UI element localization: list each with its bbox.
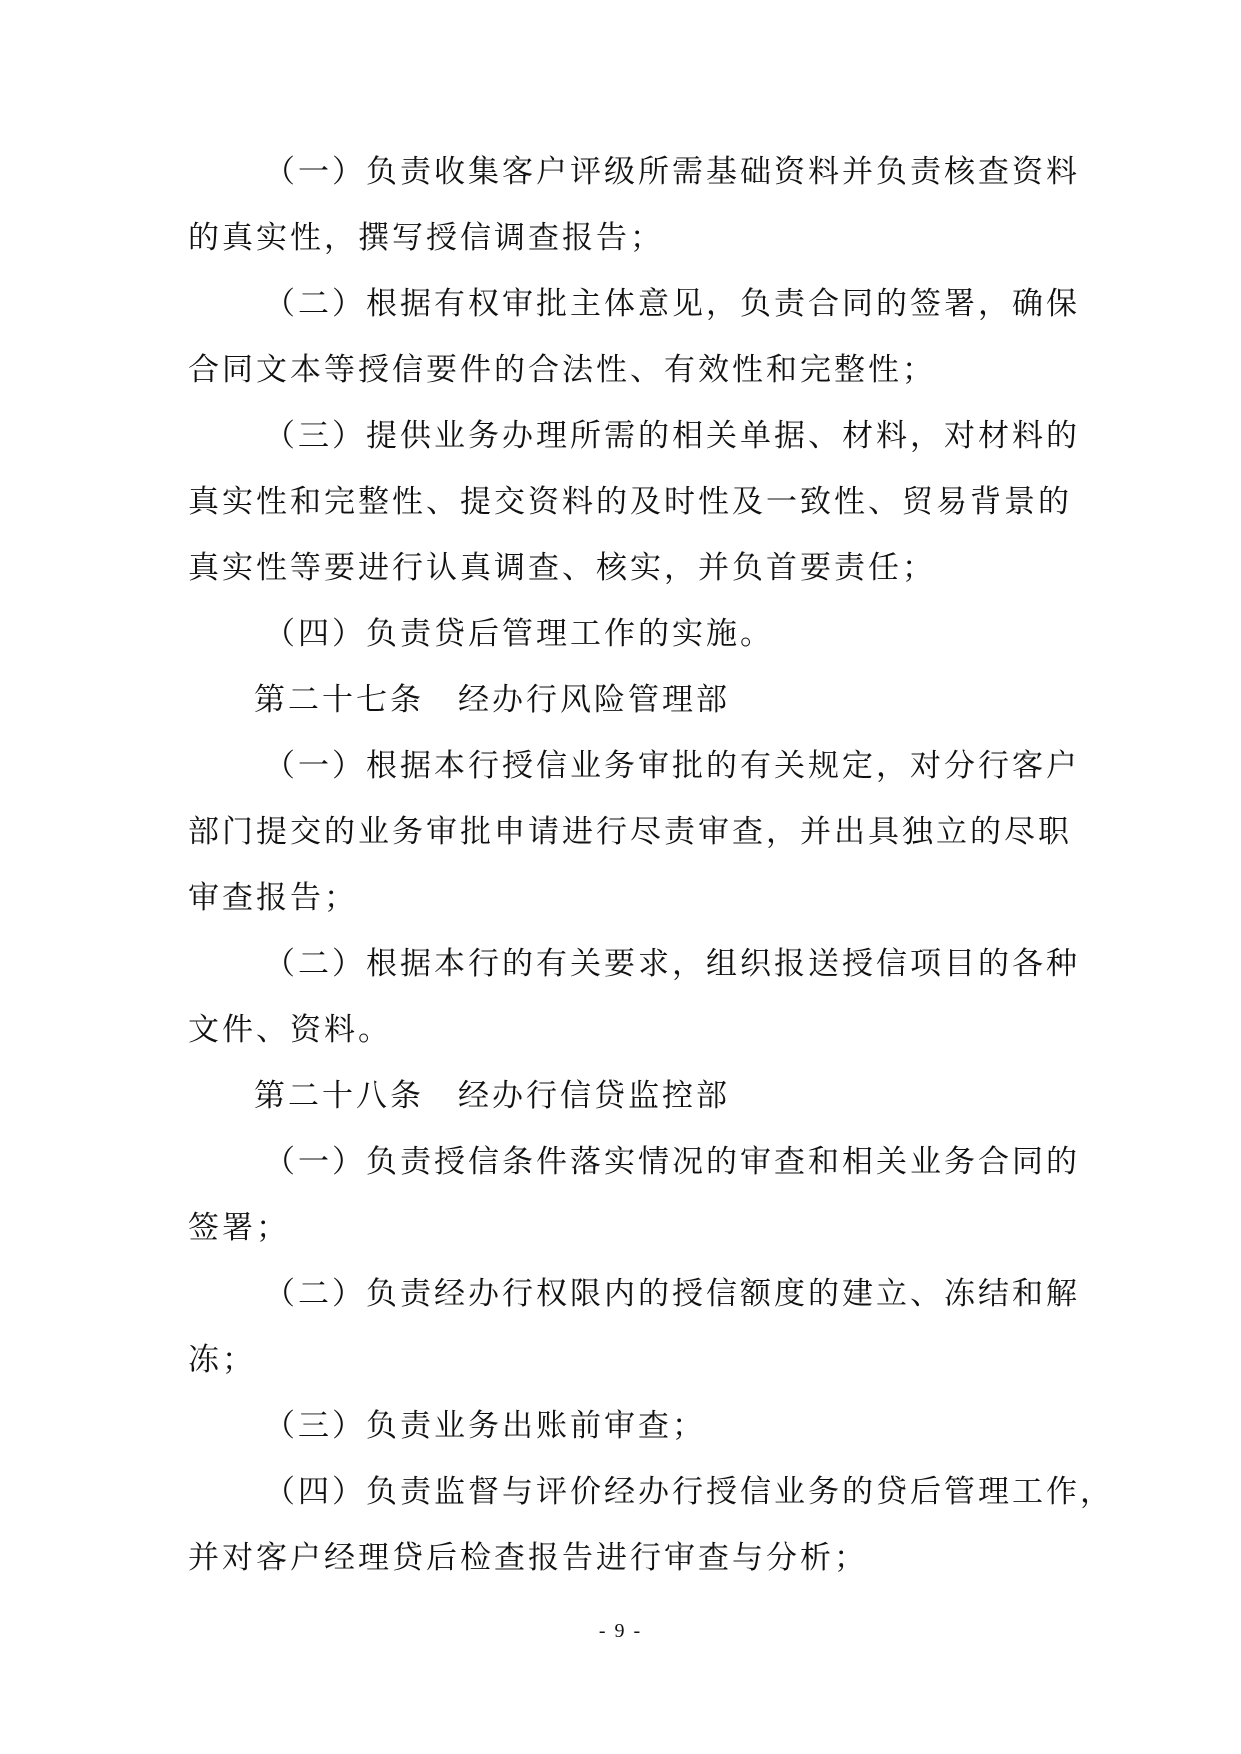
- article-heading: 第二十八条 经办行信贷监控部: [254, 1078, 730, 1114]
- article-heading: 第二十七条 经办行风险管理部: [254, 682, 730, 718]
- paragraph-line: 文件、资料。: [188, 1012, 392, 1048]
- paragraph-line: （二）根据有权审批主体意见，负责合同的签署，确保: [264, 286, 1080, 322]
- page-number: - 9 -: [598, 1620, 643, 1642]
- paragraph-line: 审查报告；: [188, 880, 358, 916]
- paragraph-line: （四）负责监督与评价经办行授信业务的贷后管理工作，: [264, 1474, 1114, 1510]
- paragraph-line: 的真实性，撰写授信调查报告；: [188, 220, 664, 256]
- paragraph-line: 部门提交的业务审批申请进行尽责审查，并出具独立的尽职: [188, 814, 1072, 850]
- document-body: [188, 152, 1114, 1604]
- paragraph-line: （三）提供业务办理所需的相关单据、材料，对材料的: [264, 418, 1080, 454]
- paragraph-line: （一）根据本行授信业务审批的有关规定，对分行客户: [264, 748, 1080, 784]
- paragraph-line: （一）负责授信条件落实情况的审查和相关业务合同的: [264, 1144, 1080, 1180]
- paragraph-line: （三）负责业务出账前审查；: [264, 1408, 706, 1444]
- paragraph-line: （一）负责收集客户评级所需基础资料并负责核查资料: [264, 154, 1080, 190]
- paragraph-line: （二）根据本行的有关要求，组织报送授信项目的各种: [264, 946, 1080, 982]
- paragraph-line: （二）负责经办行权限内的授信额度的建立、冻结和解: [264, 1276, 1080, 1312]
- paragraph-line: 冻；: [188, 1342, 256, 1378]
- paragraph-line: （四）负责贷后管理工作的实施。: [264, 616, 774, 652]
- paragraph-line: 签署；: [188, 1210, 290, 1246]
- paragraph-line: 真实性等要进行认真调查、核实，并负首要责任；: [188, 550, 936, 586]
- paragraph-line: 真实性和完整性、提交资料的及时性及一致性、贸易背景的: [188, 484, 1072, 520]
- paragraph-line: 合同文本等授信要件的合法性、有效性和完整性；: [188, 352, 936, 388]
- paragraph-line: 并对客户经理贷后检查报告进行审查与分析；: [188, 1540, 868, 1576]
